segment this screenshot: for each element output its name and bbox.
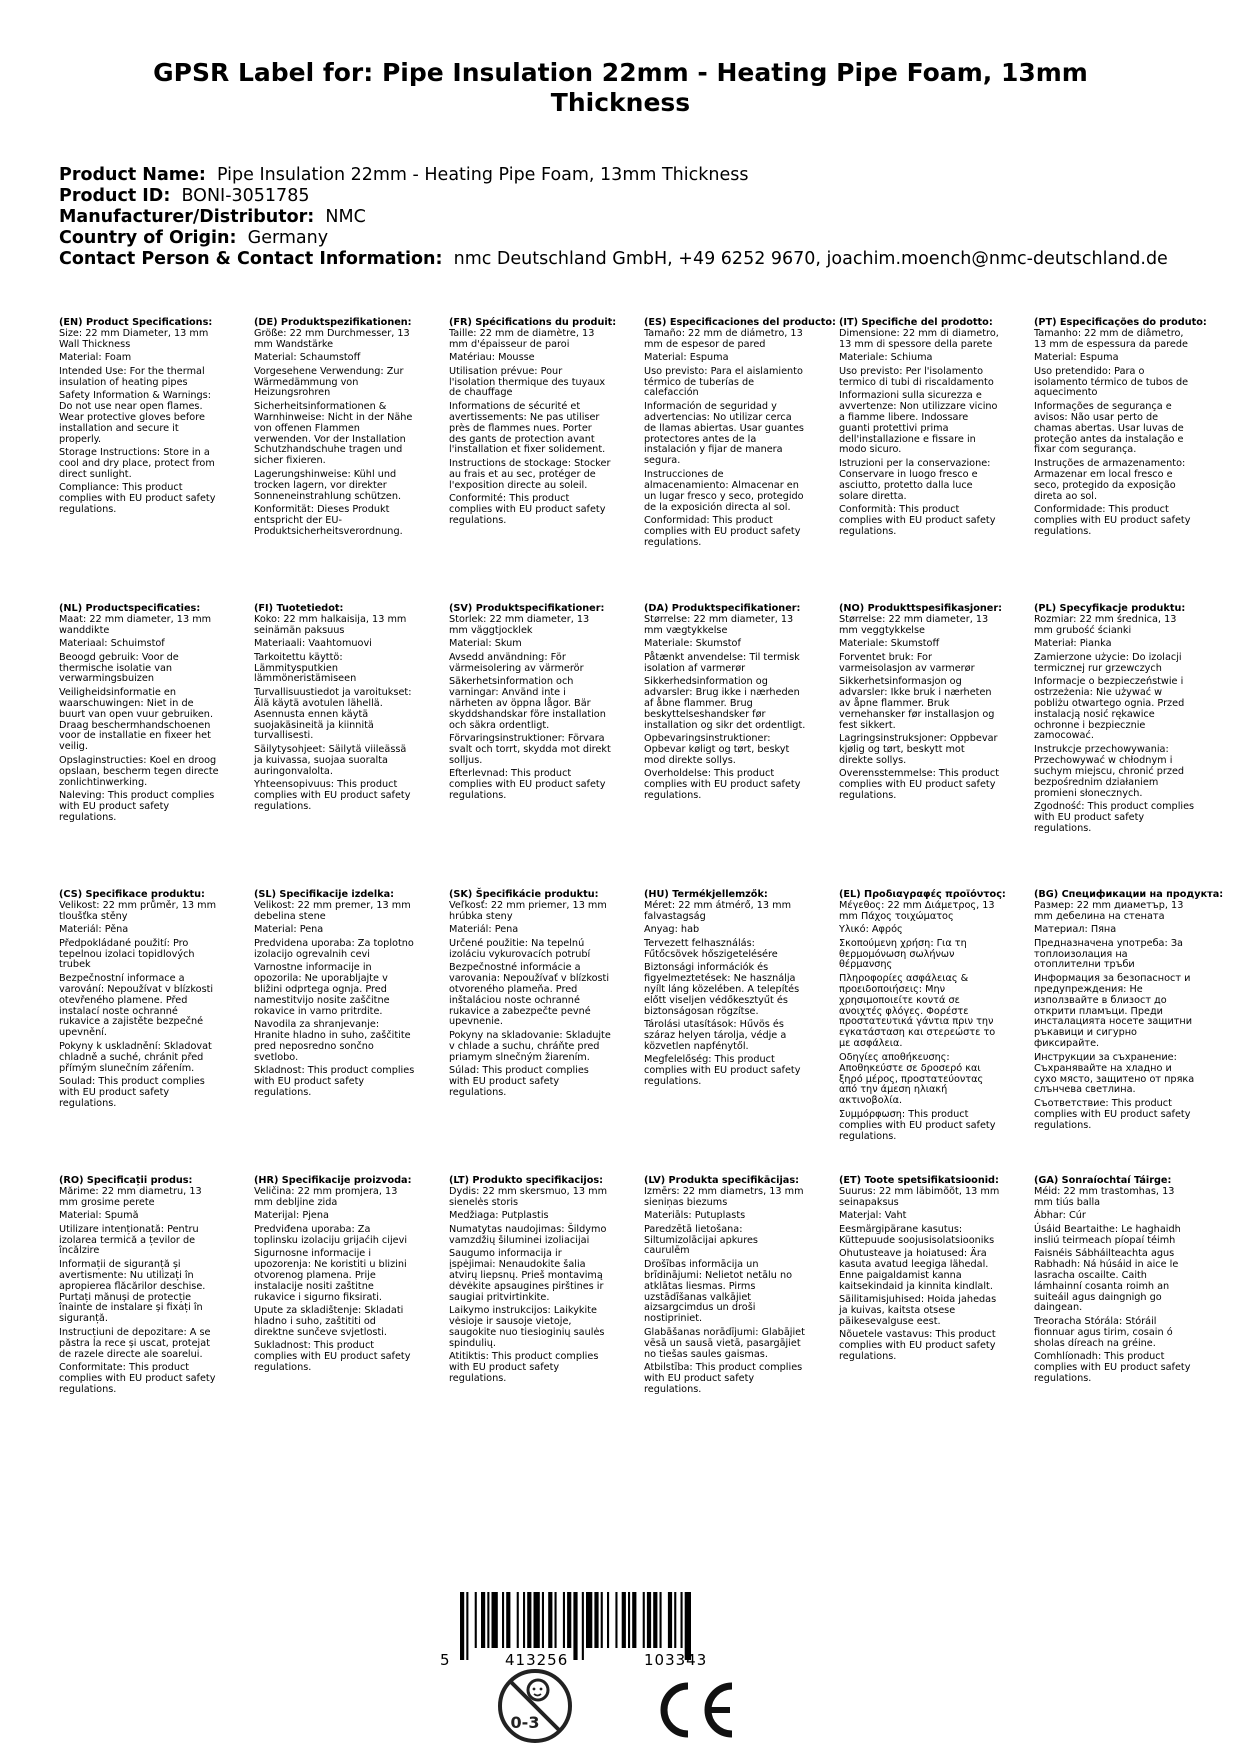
spec-line: Uso pretendido: Para o isolamento térmico de tubos de aquecimento <box>1034 365 1189 399</box>
language-heading: (BG) Спецификации на продукта: <box>1034 889 1224 900</box>
language-block <box>59 318 221 518</box>
spec-line: Turvallisuustiedot ja varoitukset: Älä käytä avotulen lähellä. Asennusta ennen käytä suojakäsineitä ja kiinnitä turvallisesti. <box>254 686 412 742</box>
barcode-bar <box>555 1592 557 1648</box>
language-heading: (PL) Specyfikacje produktu: <box>1034 603 1186 614</box>
spec-line: Material: Schaumstoff <box>254 352 361 364</box>
language-heading: (GA) Sonraíochtaí Táirge: <box>1034 1175 1172 1186</box>
page-title: GPSR Label for: Pipe Insulation 22mm - Heating Pipe Foam, 13mm Thickness <box>153 58 1088 117</box>
spec-line: Predvidena uporaba: Za toplotno izolacijo ogrevalnih cevi <box>254 937 414 960</box>
spec-line: Materiaal: Schuimstof <box>59 638 165 650</box>
barcode-bar <box>460 1592 464 1660</box>
barcode-bar <box>643 1592 645 1648</box>
spec-line: Zamierzone użycie: Do izolacji termicznej rur grzewczych <box>1034 651 1182 674</box>
spec-line: Veľkosť: 22 mm priemer, 13 mm hrúbka steny <box>449 899 607 922</box>
language-block <box>449 890 611 1101</box>
spec-line: Ohutusteave ja hoiatused: Ära kasuta avatud leegiga lähedal. Enne paigaldamist kanna kaitsekindaid ja kinnita kindlalt. <box>839 1247 993 1292</box>
spec-line: Πληροφορίες ασφάλειας & προειδοποιήσεις: Μην χρησιμοποιείτε κοντά σε ανοιχτές φλόγες. Φορέστε προστατευτικά γάντια πριν την εγκατάσταση και στερεώστε το με ασφάλεια. <box>839 972 996 1050</box>
language-heading: (PT) Especificações do produto: <box>1034 317 1207 328</box>
spec-line: Μέγεθος: 22 mm Διάμετρος, 13 mm Πάχος τοιχώματος <box>839 899 995 922</box>
spec-line: Méret: 22 mm átmérő, 13 mm falvastagság <box>644 899 792 922</box>
spec-line: Matériau: Mousse <box>449 352 535 364</box>
spec-line: Material: Espuma <box>1034 352 1119 364</box>
language-heading: (DE) Produktspezifikationen: <box>254 317 412 328</box>
spec-line: Materiał: Pianka <box>1034 638 1112 650</box>
spec-line: Sicherheitsinformationen & Warnhinweise: Nicht in der Nähe von offenen Flammen verwenden. Vor der Installation Schutzhandschuhe tragen und sicher fixieren. <box>254 400 413 467</box>
barcode-bar <box>506 1592 510 1648</box>
barcode-bar <box>502 1592 504 1648</box>
spec-line: Méid: 22 mm trastomhas, 13 mm tiús balla <box>1034 1185 1175 1208</box>
language-heading: (SL) Specifikacije izdelka: <box>254 889 395 900</box>
spec-line: Istruzioni per la conservazione: Conservare in luogo fresco e asciutto, protetto dalla luce solare diretta. <box>839 457 991 502</box>
barcode-bar <box>660 1592 662 1648</box>
spec-line: Intended Use: For the thermal insulation of heating pipes <box>59 365 205 388</box>
spec-line: Suurus: 22 mm läbimõõt, 13 mm seinapaksus <box>839 1185 1000 1208</box>
meta-label: Product Name: <box>59 165 206 185</box>
language-heading: (FR) Spécifications du produit: <box>449 317 617 328</box>
spec-line: Material: Skum <box>449 638 522 650</box>
spec-line: Eesmärgipärane kasutus: Küttepuude soojusisolatsiooniks <box>839 1223 995 1246</box>
spec-line: Información de seguridad y advertencias: No utilizar cerca de llamas abiertas. Usar guantes protectores antes de la instalación y fijar de manera segura. <box>644 400 804 467</box>
barcode-bar <box>563 1592 565 1648</box>
spec-line: Säilitamisjuhised: Hoida jahedas ja kuivas, kaitsta otsese päikesevalguse eest. <box>839 1294 997 1327</box>
spec-line: Saugumo informacija ir įspėjimai: Nenaudokite šalia atvirų liepsnų. Prieš montavimą dėvėkite apsaugines pirštines ir saugiai pritvirtinkite. <box>449 1247 604 1303</box>
ce-mark-icon <box>658 1680 738 1740</box>
spec-line: Beoogd gebruik: Voor de thermische isolatie van verwarmingsbuizen <box>59 651 179 685</box>
language-block <box>1034 604 1196 837</box>
spec-line: Предназначена употреба: За топлоизолация на отоплителни тръби <box>1034 937 1183 971</box>
barcode-bar <box>542 1592 544 1648</box>
spec-line: Påtænkt anvendelse: Til termisk isolation af varmerør <box>644 651 800 674</box>
spec-line: Съответствие: This product complies with EU product safety regulations. <box>1034 1097 1191 1131</box>
spec-line: Förvaringsinstruktioner: Förvara svalt och torrt, skydda mot direkt solljus. <box>449 732 611 766</box>
meta-label: Product ID: <box>59 186 171 206</box>
language-heading: (ES) Especificaciones del producto: <box>644 317 836 328</box>
barcode-bar <box>548 1592 552 1648</box>
spec-line: Avsedd användning: För värmeisolering av värmerör <box>449 651 584 674</box>
spec-line: Soulad: This product complies with EU product safety regulations. <box>59 1076 205 1109</box>
spec-line: Instrucciones de almacenamiento: Almacenar en un lugar fresco y seco, protegido de la exposición directa al sol. <box>644 468 804 513</box>
barcode-bar <box>668 1592 672 1648</box>
spec-line: Materijal: Pjena <box>254 1210 329 1222</box>
spec-line: Efterlevnad: This product complies with EU product safety regulations. <box>449 768 606 801</box>
spec-line: Yhteensopivuus: This product complies with EU product safety regulations. <box>254 779 411 812</box>
spec-line: Informações de segurança e avisos: Não usar perto de chamas abertas. Usar luvas de proteção antes da instalação e fixar com segurança. <box>1034 400 1184 456</box>
spec-line: Taille: 22 mm de diamètre, 13 mm d'épaisseur de paroi <box>449 327 595 350</box>
spec-line: Materiale: Schiuma <box>839 352 933 364</box>
spec-line: Opbevaringsinstruktioner: Opbevar køligt og tørt, beskyt mod direkte sollys. <box>644 732 790 766</box>
barcode-digits-right-group: 103343 <box>644 1651 708 1669</box>
spec-line: Sigurnosne informacije i upozorenja: Ne koristiti u blizini otvorenog plamena. Prije instalacije nositi zaštitne rukavice i sigurno fiksirati. <box>254 1247 407 1303</box>
spec-line: Velikost: 22 mm průměr, 13 mm tloušťka stěny <box>59 899 217 922</box>
spec-line: Veiligheidsinformatie en waarschuwingen: Niet in de buurt van open vuur gebruiken. Draag beschermhandschoenen voor de installatie en fixeer het veilig. <box>59 686 214 753</box>
language-block <box>59 890 221 1112</box>
spec-line: Sikkerhedsinformation og advarsler: Brug ikke i nærheden af åbne flammer. Brug beskyttelseshandsker før installation og sikr det ordentligt. <box>644 675 806 731</box>
language-block <box>254 1176 416 1376</box>
barcode-bar <box>573 1592 577 1660</box>
meta-label: Manufacturer/Distributor: <box>59 207 315 227</box>
spec-line: Koko: 22 mm halkaisija, 13 mm seinämän paksuus <box>254 613 407 636</box>
language-heading: (NO) Produkttspesifikasjoner: <box>839 603 1003 614</box>
spec-line: Utilizare intenționată: Pentru izolarea termică a țevilor de încălzire <box>59 1223 199 1257</box>
language-block <box>1034 1176 1196 1387</box>
spec-line: Instruções de armazenamento: Armazenar em local fresco e seco, protegido da exposição direta ao sol. <box>1034 457 1186 502</box>
language-block <box>59 604 221 826</box>
meta-label: Country of Origin: <box>59 228 237 248</box>
language-block <box>644 1176 806 1398</box>
spec-line: Biztonsági információk és figyelmeztetések: Ne használja nyílt láng közelében. A telepítés előtt viseljen védőkesztyűt és biztonságosan rögzítse. <box>644 961 800 1017</box>
spec-line: Информация за безопасност и предупреждения: Не използвайте в близост до открити пламъци. Преди инсталацията носете защитни ръкавици и сигурно фиксирайте. <box>1034 972 1193 1050</box>
spec-line: Opslaginstructies: Koel en droog opslaan, bescherm tegen directe zonlichtinwerking. <box>59 754 219 788</box>
spec-line: Utilisation prévue: Pour l'isolation thermique des tuyaux de chauffage <box>449 365 606 399</box>
language-row <box>59 318 1239 604</box>
barcode-bar <box>534 1592 540 1648</box>
spec-line: Drošības informācija un brīdinājumi: Nelietot netālu no atklātas liesmas. Pirms uzstādīšanas valkājiet aizsargcimdus un droši nostipriniet. <box>644 1258 793 1325</box>
spec-line: Upute za skladištenje: Skladati hladno i suho, zaštititi od direktne sunčeve svjetlosti. <box>254 1304 404 1338</box>
spec-line: Skladnost: This product complies with EU product safety regulations. <box>254 1065 415 1098</box>
spec-line: Atitiktis: This product complies with EU product safety regulations. <box>449 1351 599 1384</box>
spec-line: Medžiaga: Putplastis <box>449 1210 549 1222</box>
spec-line: Συμμόρφωση: This product complies with EU product safety regulations. <box>839 1108 996 1142</box>
spec-line: Megfelelőség: This product complies with EU product safety regulations. <box>644 1054 801 1087</box>
language-heading: (NL) Productspecificaties: <box>59 603 201 614</box>
barcode-bar <box>466 1592 468 1660</box>
spec-line: Treoracha Stórála: Stóráil fionnuar agus tirim, cosain ó sholas díreach na gréine. <box>1034 1315 1173 1349</box>
meta-row <box>59 249 1168 270</box>
language-row <box>59 1176 1239 1476</box>
language-heading: (IT) Specifiche del prodotto: <box>839 317 993 328</box>
spec-line: Lagerungshinweise: Kühl und trocken lagern, vor direkter Sonneneinstrahlung schützen. <box>254 468 402 502</box>
language-block <box>644 317 836 551</box>
spec-line: Informazioni sulla sicurezza e avvertenze: Non utilizzare vicino a fiamme libere. Indossare guanti protettivi prima dell'installazione e fissare in modo sicuro. <box>839 389 998 456</box>
spec-line: Úsáid Beartaithe: Le haghaidh insliú teirmeach píopaí téimh <box>1034 1223 1181 1246</box>
spec-line: Vorgesehene Verwendung: Zur Wärmedämmung von Heizungsrohren <box>254 365 404 399</box>
spec-line: Informații de siguranță și avertismente: Nu utilizați în apropierea flăcărilor deschise. Purtați mănuși de protecție înainte de instalare și fixați în siguranță. <box>59 1258 206 1325</box>
spec-line: Материал: Пяна <box>1034 924 1117 936</box>
language-heading: (HU) Termékjellemzők: <box>644 889 768 900</box>
barcode-digit-left: 5 <box>440 1651 450 1669</box>
language-block <box>449 1176 611 1387</box>
meta-row <box>59 165 1168 186</box>
barcode-bar <box>607 1592 609 1648</box>
language-block <box>254 318 416 540</box>
spec-line: Konformität: Dieses Produkt entspricht der EU-Produktsicherheitsverordnung. <box>254 504 403 537</box>
barcode-bar <box>582 1592 584 1660</box>
meta-value: BONI-3051785 <box>181 186 310 206</box>
spec-line: Material: Foam <box>59 352 132 364</box>
language-block <box>59 1176 221 1398</box>
spec-line: Paredzētā lietošana: Siltumizolācijai apkures caurulēm <box>644 1223 758 1257</box>
spec-line: Materiál: Pena <box>449 924 519 936</box>
language-heading: (DA) Produktspecifikationer: <box>644 603 801 614</box>
spec-line: Sikkerhetsinformasjon og advarsler: Ikke bruk i nærheten av åpne flammer. Bruk vernehansker før installasjon og fest sikkert. <box>839 675 995 731</box>
spec-line: Instructions de stockage: Stocker au frais et au sec, protéger de l'exposition directe au soleil. <box>449 457 611 491</box>
language-block <box>839 1176 1001 1366</box>
age-warning-label: 0-3 <box>510 1713 540 1732</box>
spec-line: Υλικό: Αφρός <box>839 924 903 936</box>
barcode-bar <box>653 1592 657 1648</box>
spec-line: Bezpečnostní informace a varování: Nepoužívat v blízkosti otevřeného plamene. Před instalací noste ochranné rukavice a zajistěte bezpečné upevnění. <box>59 972 214 1039</box>
barcode-bar <box>622 1592 626 1648</box>
spec-line: Mărime: 22 mm diametru, 13 mm grosime perete <box>59 1185 202 1208</box>
barcode-bar <box>586 1592 592 1648</box>
barcode-bar <box>567 1592 571 1648</box>
spec-line: Storlek: 22 mm diameter, 13 mm väggtjocklek <box>449 613 590 636</box>
spec-line: Izmērs: 22 mm diametrs, 13 mm sieniņas biezums <box>644 1185 804 1208</box>
spec-line: Atbilstība: This product complies with EU product safety regulations. <box>644 1362 803 1395</box>
spec-line: Tarkoitettu käyttö: Lämmitysputkien lämmöneristämiseen <box>254 651 357 685</box>
spec-line: Rozmiar: 22 mm średnica, 13 mm grubość ścianki <box>1034 613 1177 636</box>
language-block <box>839 318 1001 540</box>
language-block <box>839 889 1006 1145</box>
spec-line: Instrukcje przechowywania: Przechowywać w chłodnym i suchym miejscu, chronić przed bezpośrednim działaniem promieni słonecznych. <box>1034 743 1185 799</box>
spec-line: Předpokládané použití: Pro tepelnou izolaci topidlových trubek <box>59 937 195 971</box>
spec-line: Nõuetele vastavus: This product complies with EU product safety regulations. <box>839 1329 996 1363</box>
spec-line: Säkerhetsinformation och varningar: Använd inte i närheten av öppna lågor. Bär skyddshandskar före installation och säkra ordentligt. <box>449 675 606 731</box>
barcode-digits-left-group: 413256 <box>505 1651 569 1669</box>
spec-line: Tamanho: 22 mm de diâmetro, 13 mm de espessura da parede <box>1034 327 1188 350</box>
language-heading: (HR) Specifikacije proizvoda: <box>254 1175 412 1186</box>
spec-line: Bezpečnostné informácie a varovania: Nepoužívať v blízkosti otvoreného plameňa. Pred inštaláciou noste ochranné rukavice a zabezpečte pevné upevnenie. <box>449 961 610 1028</box>
spec-line: Size: 22 mm Diameter, 13 mm Wall Thickness <box>59 327 209 350</box>
spec-line: Sukladnost: This product complies with EU product safety regulations. <box>254 1340 411 1373</box>
spec-line: Numatytas naudojimas: Šildymo vamzdžių šiluminei izoliacijai <box>449 1223 607 1246</box>
barcode-bar <box>681 1592 683 1648</box>
meta-value: Pipe Insulation 22mm - Heating Pipe Foam, 13mm Thickness <box>217 165 749 185</box>
meta-value: Germany <box>247 228 329 248</box>
spec-line: Pokyny na skladovanie: Skladujte v chlade a suchu, chráňte pred priamym slnečným žiarením. <box>449 1029 611 1063</box>
barcode <box>440 1592 760 1664</box>
spec-line: Materjal: Vaht <box>839 1210 907 1222</box>
spec-line: Størrelse: 22 mm diameter, 13 mm veggtykkelse <box>839 613 989 636</box>
spec-line: Súlad: This product complies with EU product safety regulations. <box>449 1065 589 1098</box>
spec-line: Informacje o bezpieczeństwie i ostrzeżenia: Nie używać w pobliżu otwartego ognia. Przed instalacją nosić rękawice ochronne i bezpiecznie zamocować. <box>1034 675 1185 742</box>
spec-line: Tárolási utasítások: Hűvös és száraz helyen tárolja, védje a közvetlen napfénytől. <box>644 1018 787 1052</box>
spec-line: Comhlíonadh: This product complies with EU product safety regulations. <box>1034 1351 1191 1384</box>
language-heading: (EL) Προδιαγραφές προϊόντος: <box>839 889 1006 900</box>
spec-line: Overholdelse: This product complies with EU product safety regulations. <box>644 768 801 801</box>
spec-line: Material: Espuma <box>644 352 729 364</box>
spec-line: Safety Information & Warnings: Do not use near open flames. Wear protective gloves before installation and secure it properly. <box>59 389 211 445</box>
spec-line: Glabāšanas norādījumi: Glabājiet vēsā un sausā vietā, pasargājiet no tiešas saules gaismas. <box>644 1326 805 1360</box>
barcode-bar <box>481 1592 485 1648</box>
language-specifications <box>59 318 1239 1476</box>
spec-line: Tamaño: 22 mm de diámetro, 13 mm de espesor de pared <box>644 327 803 350</box>
product-meta <box>59 165 1168 270</box>
language-heading: (LV) Produkta specifikācijas: <box>644 1175 799 1186</box>
spec-line: Ábhar: Cúr <box>1034 1210 1086 1222</box>
spec-line: Οδηγίες αποθήκευσης: Αποθηκεύστε σε δροσερό και ξηρό μέρος, προστατεύοντας από την άμεση ηλιακή ακτινοβολία. <box>839 1051 984 1107</box>
barcode-bar <box>632 1592 636 1648</box>
spec-line: Anyag: hab <box>644 924 700 936</box>
language-row <box>59 890 1239 1176</box>
spec-line: Material: Pena <box>254 924 324 936</box>
barcode-bar <box>601 1592 603 1648</box>
meta-label: Contact Person & Contact Information: <box>59 249 443 269</box>
spec-line: Materiál: Pěna <box>59 924 129 936</box>
language-block <box>644 890 806 1090</box>
spec-line: Naleving: This product complies with EU product safety regulations. <box>59 790 215 823</box>
spec-line: Uso previsto: Per l'isolamento termico di tubi di riscaldamento <box>839 365 994 388</box>
barcode-bar <box>594 1592 598 1648</box>
spec-line: Conformidad: This product complies with EU product safety regulations. <box>644 514 801 548</box>
not-suitable-0-3-icon <box>497 1668 573 1744</box>
meta-row <box>59 186 1168 207</box>
spec-line: Compliance: This product complies with EU product safety regulations. <box>59 482 216 515</box>
spec-line: Tervezett felhasználás: Fűtőcsövek hőszigetelésére <box>644 937 778 960</box>
spec-line: Informations de sécurité et avertissements: Ne pas utiliser près de flammes nues. Porter des gants de protection avant l'installation et fixer solidement. <box>449 400 606 456</box>
spec-line: Conformitate: This product complies with EU product safety regulations. <box>59 1362 216 1395</box>
spec-line: Dydis: 22 mm skersmuo, 13 mm sienelės storis <box>449 1185 608 1208</box>
spec-line: Lagringsinstruksjoner: Oppbevar kjølig og tørt, beskytt mot direkte sollys. <box>839 732 998 766</box>
language-block <box>839 604 1001 804</box>
spec-line: Инструкции за съхранение: Съхранявайте на хладно и сухо място, защитено от пряка слънчева светлина. <box>1034 1051 1195 1096</box>
language-block <box>449 604 611 804</box>
spec-line: Predviđena uporaba: Za toplinsku izolaciju grijaćih cijevi <box>254 1223 408 1246</box>
spec-line: Conformidade: This product complies with EU product safety regulations. <box>1034 504 1191 537</box>
language-block <box>254 890 416 1101</box>
language-block <box>1034 889 1224 1134</box>
barcode-bar <box>527 1592 531 1648</box>
language-heading: (SV) Produktspecifikationer: <box>449 603 605 614</box>
language-heading: (SK) Špecifikácie produktu: <box>449 889 599 900</box>
spec-line: Faisnéis Sábháilteachta agus Rabhadh: Ná húsáid in aice le lasracha oscailte. Caith lámhainní cosanta roimh an suiteáil agus daingnigh go daingean. <box>1034 1247 1179 1314</box>
barcode-bar <box>487 1592 489 1648</box>
spec-line: Dimensione: 22 mm di diametro, 13 mm di spessore della parete <box>839 327 999 350</box>
barcode-bar <box>475 1592 477 1648</box>
language-heading: (CS) Specifikace produktu: <box>59 889 205 900</box>
spec-line: Materiale: Skumstoff <box>839 638 940 650</box>
spec-line: Pokyny k uskladnění: Skladovat chladně a suché, chránit před přímým slunečním zářením. <box>59 1040 212 1074</box>
spec-line: Размер: 22 mm диаметър, 13 mm дебелина на стената <box>1034 899 1184 922</box>
language-block <box>1034 317 1207 540</box>
spec-line: Conformità: This product complies with EU product safety regulations. <box>839 504 996 537</box>
spec-line: Uso previsto: Para el aislamiento térmico de tuberías de calefacción <box>644 365 803 399</box>
spec-line: Størrelse: 22 mm diameter, 13 mm vægtykkelse <box>644 613 794 636</box>
language-heading: (ET) Toote spetsifikatsioonid: <box>839 1175 999 1186</box>
spec-line: Größe: 22 mm Durchmesser, 13 mm Wandstärke <box>254 327 410 350</box>
spec-line: Materiāls: Putuplasts <box>644 1210 746 1222</box>
barcode-bar <box>492 1592 498 1648</box>
language-heading: (FI) Tuotetiedot: <box>254 603 344 614</box>
spec-line: Σκοπούμενη χρήση: Για τη θερμομόνωση σωλήνων θέρμανσης <box>839 937 967 971</box>
meta-value: nmc Deutschland GmbH, +49 6252 9670, joachim.moench@nmc-deutschland.de <box>453 249 1168 269</box>
spec-line: Overensstemmelse: This product complies with EU product safety regulations. <box>839 768 1000 801</box>
barcode-bar <box>615 1592 617 1648</box>
spec-line: Navodila za shranjevanje: Hranite hladno in suho, zaščitite pred neposredno sončno svetlobo. <box>254 1018 411 1063</box>
barcode-bar <box>517 1592 519 1648</box>
spec-line: Forventet bruk: For varmeisolasjon av varmerør <box>839 651 975 674</box>
language-block <box>449 317 617 529</box>
barcode-bar <box>628 1592 630 1648</box>
spec-line: Instrucțiuni de depozitare: A se păstra la rece și uscat, protejat de razele directe ale soarelui. <box>59 1326 211 1360</box>
spec-line: Materiaali: Vaahtomuovi <box>254 638 372 650</box>
meta-value: NMC <box>325 207 366 227</box>
spec-line: Materiale: Skumstof <box>644 638 741 650</box>
spec-line: Určené použitie: Na tepelnú izoláciu vykurovacích potrubí <box>449 937 591 960</box>
meta-row <box>59 207 1168 228</box>
spec-line: Zgodność: This product complies with EU product safety regulations. <box>1034 800 1195 834</box>
spec-line: Varnostne informacije in opozorila: Ne uporabljajte v bližini odprtega ognja. Pred namestitvijo nosite zaščitne rokavice in varno pritrdite. <box>254 961 390 1017</box>
language-heading: (EN) Product Specifications: <box>59 317 213 328</box>
spec-line: Veličina: 22 mm promjera, 13 mm debljine zida <box>254 1185 398 1208</box>
language-heading: (RO) Specificații produs: <box>59 1175 193 1186</box>
meta-row <box>59 228 1168 249</box>
barcode-bar <box>685 1592 691 1660</box>
spec-line: Material: Spumă <box>59 1210 139 1222</box>
language-block <box>254 604 416 815</box>
language-row <box>59 604 1239 890</box>
spec-line: Velikost: 22 mm premer, 13 mm debelina stene <box>254 899 411 922</box>
language-block <box>644 604 806 804</box>
spec-line: Maat: 22 mm diameter, 13 mm wanddikte <box>59 613 212 636</box>
barcode-bar <box>523 1592 525 1648</box>
barcode-bar <box>674 1592 676 1648</box>
spec-line: Storage Instructions: Store in a cool and dry place, protect from direct sunlight. <box>59 446 215 480</box>
spec-line: Conformité: This product complies with EU product safety regulations. <box>449 493 606 526</box>
language-heading: (LT) Produkto specifikacijos: <box>449 1175 604 1186</box>
spec-line: Laikymo instrukcijos: Laikykite vėsioje ir sausoje vietoje, saugokite nuo tiesioginių saulės spindulių. <box>449 1304 605 1349</box>
barcode-bar <box>647 1592 651 1648</box>
spec-line: Säilytysohjeet: Säilytä viileässä ja kuivassa, suojaa suoralta auringonvalolta. <box>254 743 407 777</box>
